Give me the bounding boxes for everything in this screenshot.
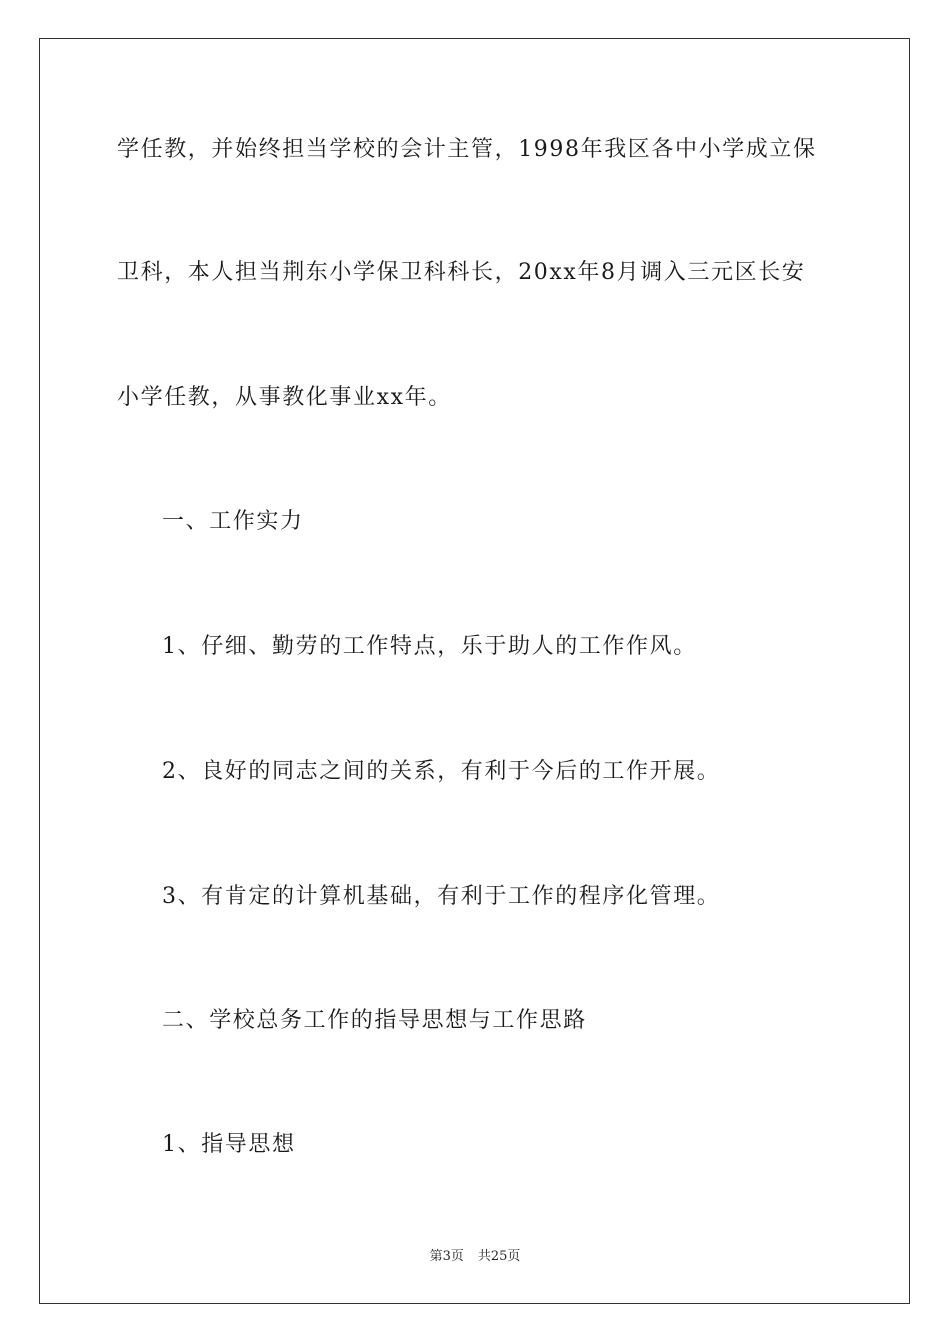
- list-item: 3、有肯定的计算机基础，有利于工作的程序化管理。: [162, 884, 721, 909]
- list-item: 2、良好的同志之间的关系，有利于今后的工作开展。: [162, 759, 721, 784]
- page-border: [39, 38, 910, 1304]
- page-number: 第3页: [429, 1249, 464, 1264]
- section-heading: 一、工作实力: [162, 509, 304, 534]
- list-item: 1、仔细、勤劳的工作特点，乐于助人的工作作风。: [162, 634, 697, 659]
- subsection-heading: 1、指导思想: [162, 1132, 296, 1157]
- body-text-line: 小学任教，从事教化事业xx年。: [117, 385, 452, 410]
- body-text-line: 学任教，并始终担当学校的会计主管，1998年我区各中小学成立保: [117, 137, 817, 162]
- section-heading: 二、学校总务工作的指导思想与工作思路: [162, 1008, 587, 1033]
- page-total: 共25页: [477, 1249, 521, 1264]
- page-footer: [0, 1248, 950, 1266]
- body-text-line: 卫科，本人担当荆东小学保卫科科长，20xx年8月调入三元区长安: [117, 260, 806, 285]
